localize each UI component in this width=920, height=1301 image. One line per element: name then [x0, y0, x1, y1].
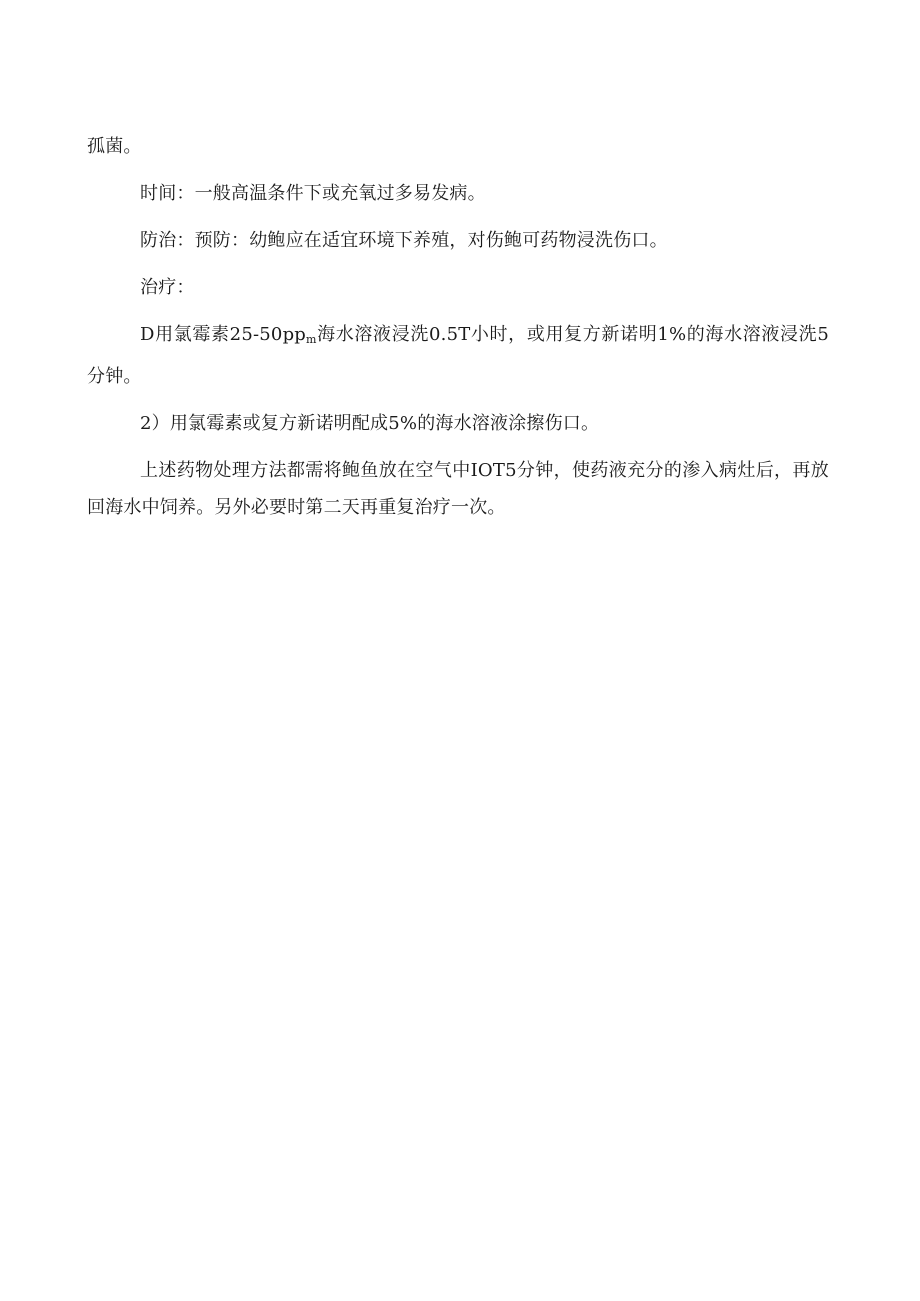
- dosage-continuation: 1%的海水溶液浸洗5分钟。: [87, 324, 829, 387]
- paragraph-bacteria-tail: 孤菌。: [87, 136, 142, 157]
- dosage-suffix: 海水溶液浸洗0.5T小时，或用复方新诺明: [316, 324, 658, 345]
- dosage-prefix: D用氯霉素25-50pp: [140, 324, 307, 345]
- paragraph-treatment-1: [87, 316, 829, 395]
- paragraph-treatment-heading: 治疗：: [140, 277, 195, 298]
- document-body: [87, 128, 829, 526]
- paragraph-treatment-notes: 上述药物处理方法都需将鲍鱼放在空气中IOT5分钟，使药液充分的渗入病灶后，再放回海水中饲养。另外必要时第二天再重复治疗一次。: [87, 460, 829, 518]
- paragraph-onset-time: 时间：一般高温条件下或充氧过多易发病。: [140, 183, 486, 204]
- paragraph-treatment-2: 2）用氯霉素或复方新诺明配成5%的海水溶液涂擦伤口。: [140, 413, 600, 434]
- dosage-unit-subscript: m: [306, 333, 317, 346]
- paragraph-prevention: 防治：预防：幼鲍应在适宜环境下养殖，对伤鲍可药物浸洗伤口。: [140, 230, 668, 251]
